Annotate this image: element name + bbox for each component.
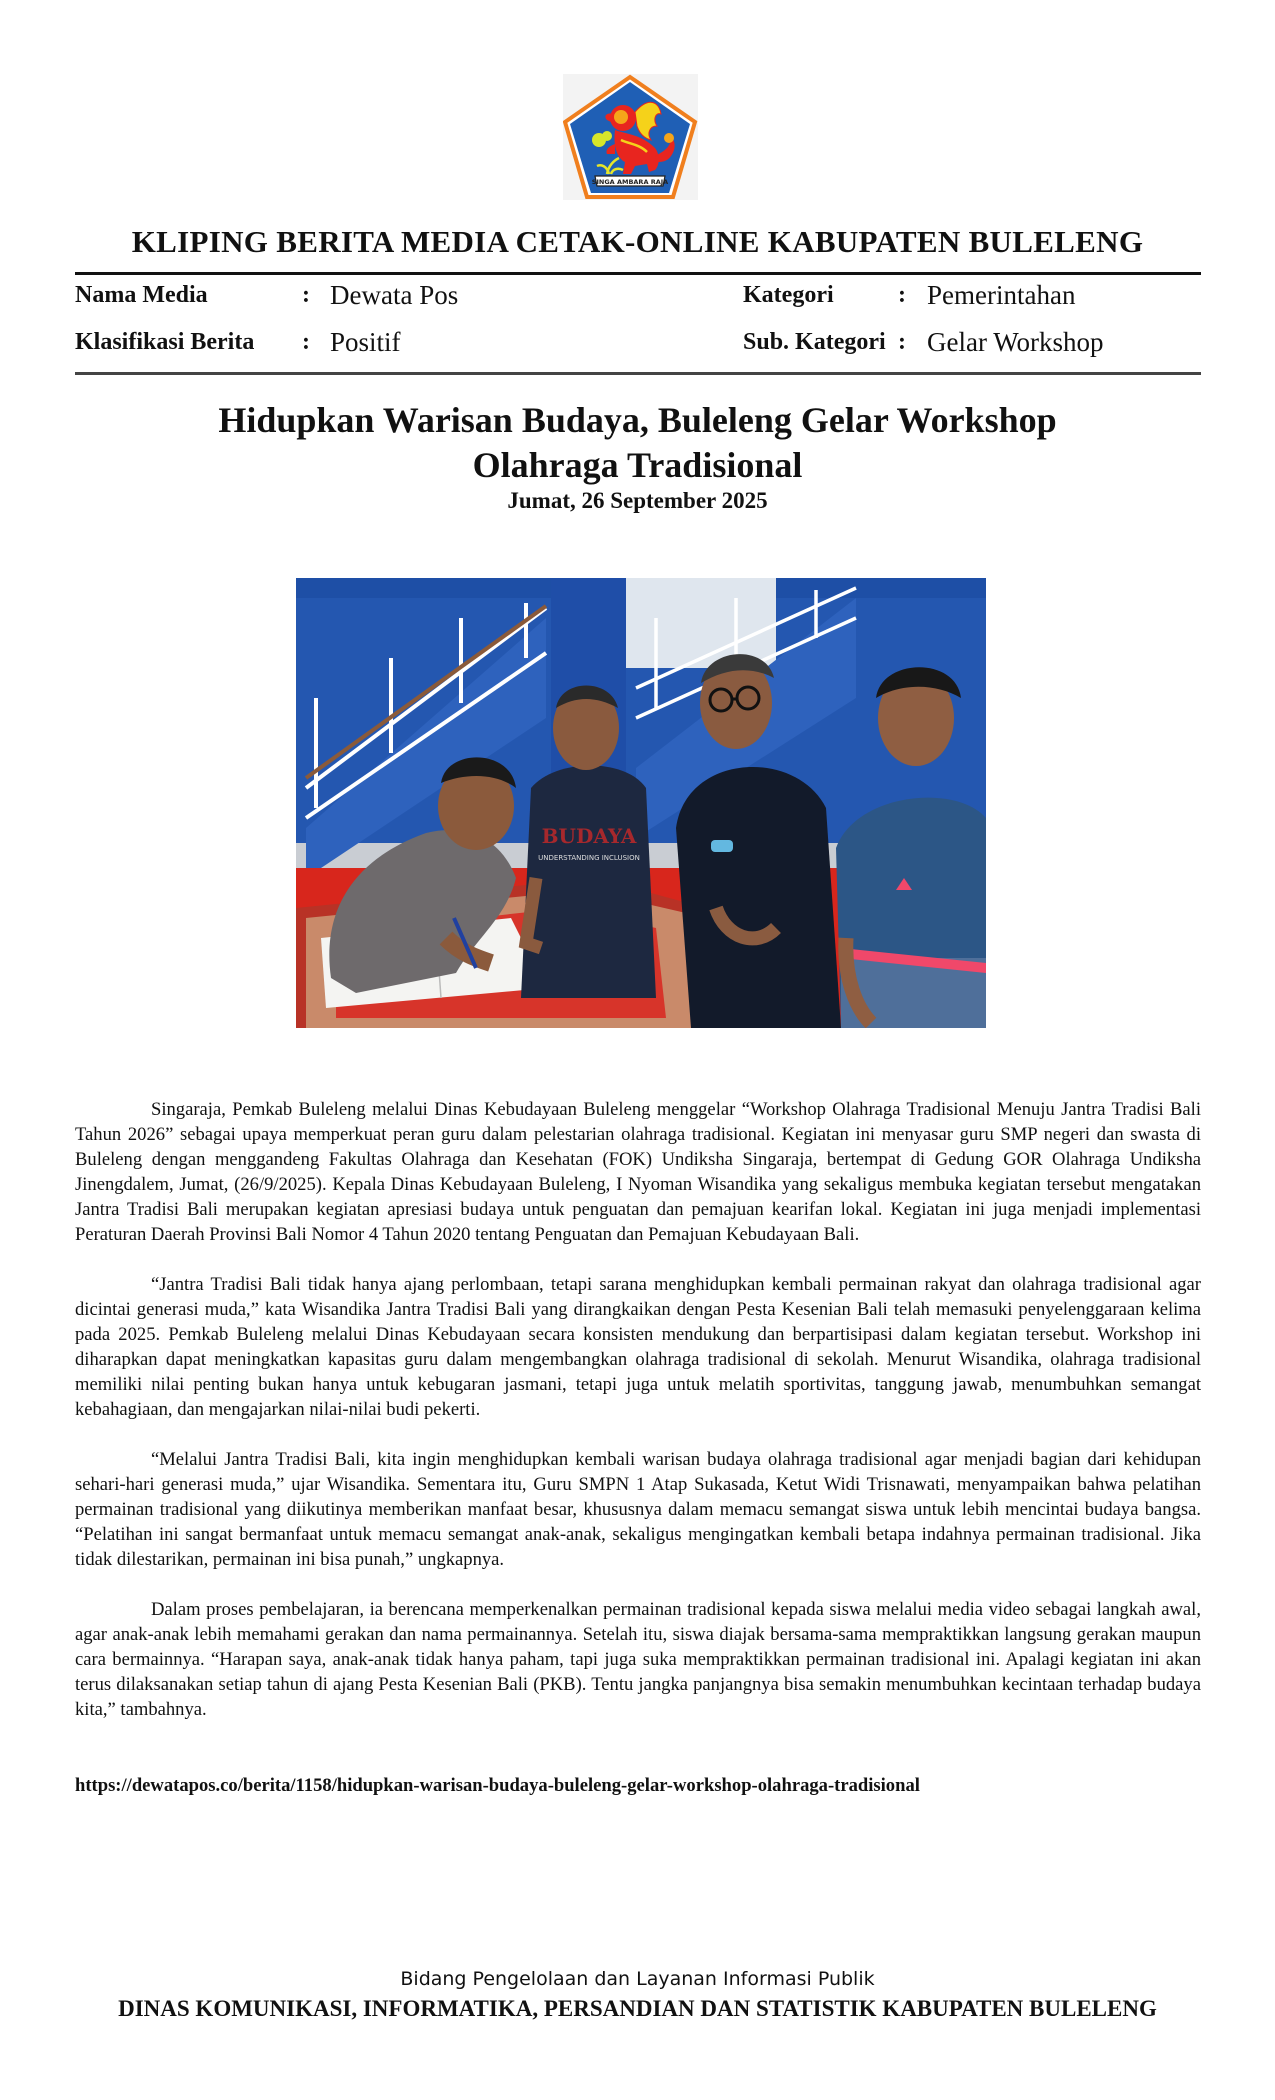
emblem-motto: SINGA AMBARA RAJA	[591, 178, 669, 186]
header-divider-bottom	[75, 372, 1201, 375]
source-url-link[interactable]: https://dewatapos.co/berita/1158/hidupkan-warisan-budaya-buleleng-gelar-workshop-olahraga-tradisional	[75, 1775, 920, 1796]
kabupaten-buleleng-emblem-icon	[563, 74, 698, 200]
meta-value-nama-media: Dewata Pos	[330, 280, 459, 310]
article-paragraph: “Melalui Jantra Tradisi Bali, kita ingin menghidupkan kembali warisan budaya olahraga tradisional agar menjadi bagian dari kehidupan sehari-hari generasi muda,” ujar Wisandika. Sementara itu, Guru SMPN 1 Atap Sukasada, Ketut Widi Trisnawati, menyampaikan bahwa pelatihan permainan tradisional yang diikutinya memberikan manfaat besar, khususnya dalam memacu semangat siswa untuk lebih mencintai budaya bangsa. “Pelatihan ini sangat bermanfaat untuk memacu semangat anak-anak, sekaligus mengingatkan kembali betapa indahnya permainan tradisional. Jika tidak dilestarikan, permainan ini bisa punah,” ungkapnya.	[75, 1449, 1201, 1570]
article-date: Jumat, 26 September 2025	[507, 488, 768, 513]
photo-shirt-text: BUDAYA	[541, 824, 637, 848]
document-heading: KLIPING BERITA MEDIA CETAK-ONLINE KABUPATEN BULELENG	[131, 224, 1144, 259]
article-paragraph: Dalam proses pembelajaran, ia berencana memperkenalkan permainan tradisional kepada siswa melalui media video sebagai langkah awal, agar anak-anak lebih memahami gerakan dan nama permainannya. Setelah itu, siswa diajak bersama-sama mempraktikkan langsung gerakan maupun cara bermainnya. “Harapan saya, anak-anak tidak hanya paham, tapi juga suka mempraktikkan permainan tradisional ini. Apalagi kegiatan ini akan terus dilaksanakan setiap tahun di ajang Pesta Kesenian Bali (PKB). Tentu jangka panjangnya bisa semakin menumbuhkan kecintaan terhadap budaya kita,” tambahnya.	[75, 1599, 1201, 1720]
meta-label-kategori: Kategori	[743, 282, 834, 308]
meta-colon: :	[302, 329, 310, 355]
article-paragraph: “Jantra Tradisi Bali tidak hanya ajang perlombaan, tetapi sarana menghidupkan kembali permainan rakyat dan olahraga tradisional agar dicintai generasi muda,” kata Wisandika Jantra Tradisi Bali yang dirangkaikan dengan Pesta Kesenian Bali telah memasuki penyelenggaraan kelima pada 2025. Pemkab Buleleng melalui Dinas Kebudayaan secara konsisten mendukung dan berpartisipasi dalam kegiatan tersebut. Workshop ini diharapkan dapat meningkatkan kapasitas guru dalam mengembangkan olahraga tradisional di sekolah. Menurut Wisandika, olahraga tradisional memiliki nilai penting bukan hanya untuk kebugaran jasmani, tetapi juga untuk melatih sportivitas, tanggung jawab, menumbuhkan semangat kebahagiaan, dan mengajarkan nilai-nilai budi pekerti.	[75, 1274, 1201, 1420]
emblem-graphic	[563, 74, 698, 200]
photo-shirt-subtext: UNDERSTANDING INCLUSION	[538, 854, 640, 862]
article-body	[75, 1097, 1201, 1747]
meta-label-klasifikasi-berita: Klasifikasi Berita	[75, 329, 255, 355]
meta-colon: :	[302, 282, 310, 308]
photo-signing-ceremony	[296, 578, 986, 1028]
header-divider-top	[75, 272, 1201, 275]
meta-colon: :	[898, 329, 906, 355]
article-title-line-2: Olahraga Tradisional	[472, 445, 803, 485]
meta-value-klasifikasi-berita: Positif	[330, 327, 401, 357]
meta-label-sub-kategori: Sub. Kategori	[743, 329, 886, 355]
article-title-line-1: Hidupkan Warisan Budaya, Buleleng Gelar Workshop	[218, 400, 1057, 440]
meta-label-nama-media: Nama Media	[75, 282, 208, 308]
article-paragraph: Singaraja, Pemkab Buleleng melalui Dinas Kebudayaan Buleleng menggelar “Workshop Olahraga Tradisional Menuju Jantra Tradisi Bali Tahun 2026” sebagai upaya memperkuat peran guru dalam pelestarian olahraga tradisional. Kegiatan ini menyasar guru SMP negeri dan swasta di Buleleng dengan menggandeng Fakultas Olahraga dan Kesehatan (FOK) Undiksha Singaraja, bertempat di Gedung GOR Olahraga Undiksha Jinengdalem, Jumat, (26/9/2025). Kepala Dinas Kebudayaan Buleleng, I Nyoman Wisandika yang sekaligus membuka kegiatan tersebut mengatakan Jantra Tradisi Bali merupakan kegiatan apresiasi budaya untuk penguatan dan pemajuan kearifan lokal. Kegiatan ini juga menjadi implementasi Peraturan Daerah Provinsi Bali Nomor 4 Tahun 2020 tentang Penguatan dan Pemajuan Kebudayaan Bali.	[75, 1099, 1201, 1245]
footer-unit: Bidang Pengelolaan dan Layanan Informasi Publik	[400, 1968, 875, 1990]
meta-colon: :	[898, 282, 906, 308]
meta-value-kategori: Pemerintahan	[927, 280, 1076, 310]
meta-value-sub-kategori: Gelar Workshop	[927, 327, 1104, 357]
article-title	[0, 398, 1275, 488]
footer-organization: DINAS KOMUNIKASI, INFORMATIKA, PERSANDIAN DAN STATISTIK KABUPATEN BULELENG	[118, 1996, 1157, 2021]
article-photo	[296, 578, 986, 1028]
